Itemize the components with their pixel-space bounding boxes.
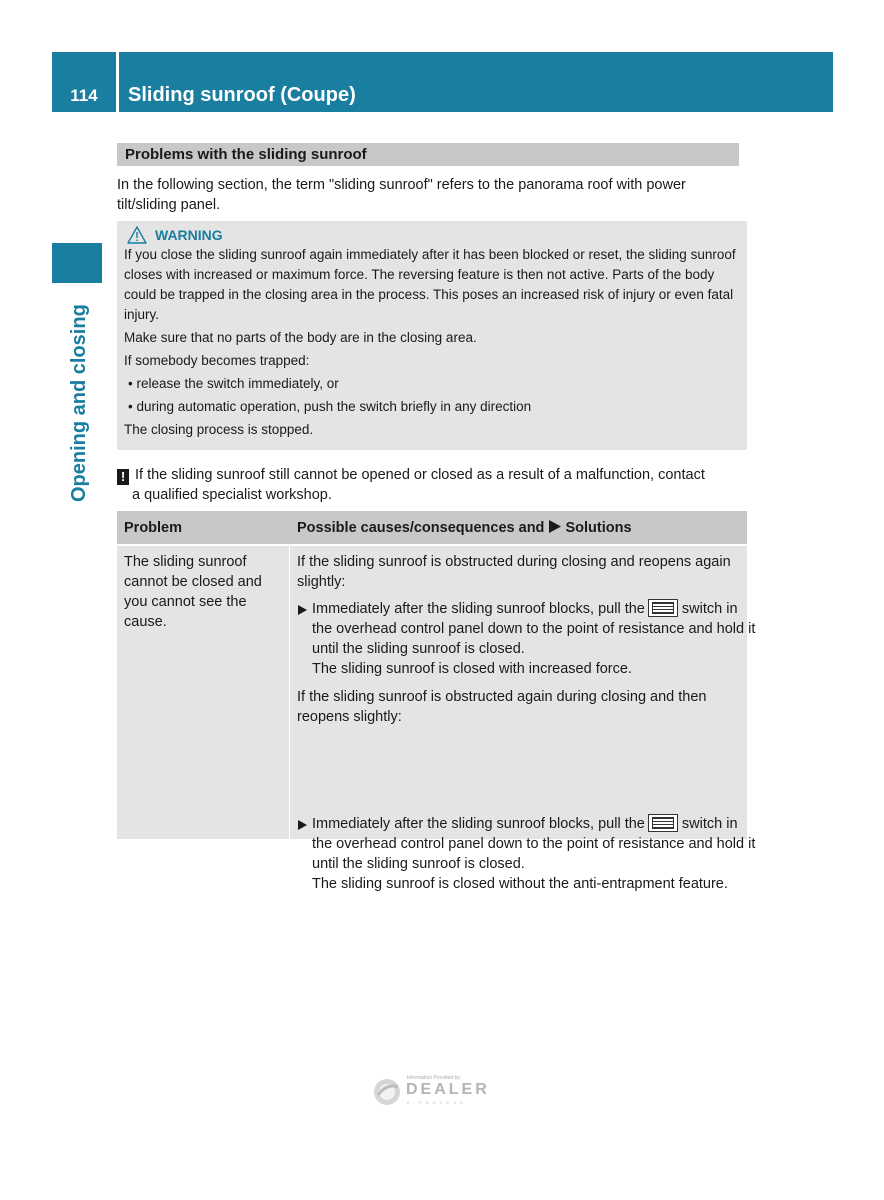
section-heading: Problems with the sliding sunroof bbox=[117, 143, 739, 166]
cause-1-text: If the sliding sunroof is obstructed during closing and reopens again slightly: bbox=[297, 554, 731, 590]
warning-triangle-icon bbox=[127, 226, 147, 244]
page-number: 114 bbox=[70, 86, 98, 105]
play-arrow-icon bbox=[548, 520, 561, 533]
step-2-text-b: switch in the overhead control panel down to the point of resistance and hold it until the sliding sunroof is closed. bbox=[312, 816, 756, 872]
solutions-cell bbox=[290, 546, 756, 892]
warning-bullet-1: • release the switch immediately, or bbox=[128, 376, 339, 391]
warning-bullet-2: • during automatic operation, push the switch briefly in any direction bbox=[128, 399, 532, 414]
cause-1 bbox=[297, 552, 743, 592]
notice bbox=[117, 465, 749, 505]
step-1-text-a: Immediately after the sliding sunroof blocks, pull the bbox=[312, 601, 645, 617]
warning-paragraph-1: If you close the sliding sunroof again immediately after it has been blocked or reset, the sliding sunroof closes with increased or maximum force. The reversing feature is then not active. Parts of the body could be trapped in the closing area in the process. This poses an increased risk of injury or even fatal injury. bbox=[124, 247, 736, 322]
cause-2 bbox=[297, 687, 743, 727]
step-arrow-icon bbox=[298, 820, 307, 830]
step-arrow-icon bbox=[298, 605, 307, 615]
warning-title: WARNING bbox=[155, 227, 223, 243]
notice-line-1: If the sliding sunroof still cannot be opened or closed as a result of a malfunction, contact bbox=[135, 467, 705, 483]
page-title: Sliding sunroof (Coupe) bbox=[128, 84, 356, 106]
warning-paragraph-2: Make sure that no parts of the body are in the closing area. bbox=[124, 330, 477, 345]
table-header-row bbox=[117, 511, 747, 544]
intro-text: In the following section, the term "sliding sunroof" refers to the panorama roof with power tilt/sliding panel. bbox=[117, 177, 686, 213]
problem-table bbox=[117, 511, 756, 892]
warning-box bbox=[117, 221, 747, 450]
step-1-text-b: switch in the overhead control panel down to the point of resistance and hold it until the sliding sunroof is closed. bbox=[312, 601, 756, 657]
warning-paragraph-3: If somebody becomes trapped: bbox=[124, 353, 310, 368]
exclamation-icon: ! bbox=[117, 469, 129, 485]
warning-header bbox=[124, 225, 740, 245]
side-tab-marker bbox=[52, 243, 102, 283]
header-divider bbox=[116, 52, 119, 112]
result-1: The sliding sunroof is closed with increased force. bbox=[312, 661, 632, 677]
result-2: The sliding sunroof is closed without the anti-entrapment feature. bbox=[312, 876, 728, 892]
table-header-causes bbox=[297, 511, 632, 545]
table-header-solutions-label: Solutions bbox=[565, 520, 632, 536]
dealer-logo-sub: E-PROCESS bbox=[407, 1100, 467, 1105]
dealer-logo bbox=[372, 1073, 507, 1111]
problem-cell bbox=[117, 546, 289, 839]
sunroof-switch-icon bbox=[648, 599, 678, 617]
table-header-problem: Problem bbox=[124, 520, 183, 536]
sunroof-switch-icon bbox=[648, 814, 678, 832]
step-2 bbox=[297, 814, 758, 894]
warning-paragraph-4: The closing process is stopped. bbox=[124, 422, 314, 437]
side-tab-label: Opening and closing bbox=[68, 304, 90, 502]
problem-text: The sliding sunroof cannot be closed and you cannot see the cause. bbox=[124, 554, 262, 630]
dealer-logo-icon bbox=[372, 1077, 402, 1107]
dealer-logo-caption: Information Provided by: bbox=[407, 1075, 462, 1081]
cause-2-text: If the sliding sunroof is obstructed again during closing and then reopens slightly: bbox=[297, 689, 707, 725]
dealer-logo-word: DEALER bbox=[406, 1081, 490, 1098]
step-2-text-a: Immediately after the sliding sunroof blocks, pull the bbox=[312, 816, 645, 832]
table-header-causes-label: Possible causes/consequences and bbox=[297, 520, 545, 536]
notice-line-2: a qualified specialist workshop. bbox=[132, 487, 332, 503]
step-1 bbox=[297, 599, 758, 679]
